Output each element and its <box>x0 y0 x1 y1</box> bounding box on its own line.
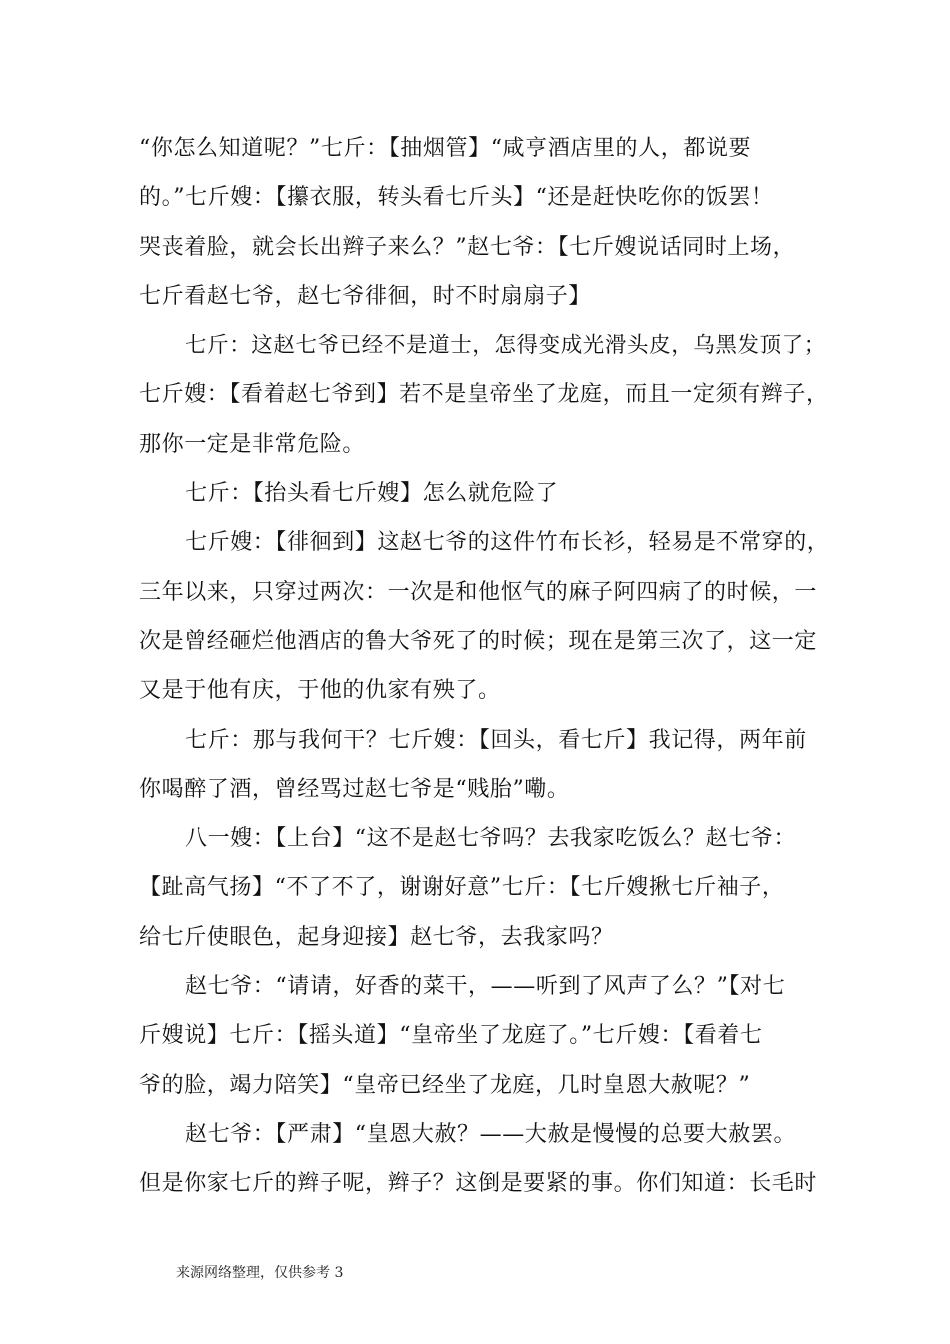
text-line: 七斤：那与我何干？七斤嫂：【回头，看七斤】我记得，两年前 <box>185 727 807 753</box>
text-line: 那你一定是非常危险。 <box>139 431 366 457</box>
text-line: 哭丧着脸，就会长出辫子来么？”赵七爷：【七斤嫂说话同时上场， <box>139 234 796 260</box>
text-line: 赵七爷：“请请，好香的菜干，——听到了风声了么？”【对七 <box>185 974 786 1000</box>
text-line: 七斤看赵七爷，赵七爷徘徊，时不时扇扇子】 <box>139 283 592 309</box>
text-line: 七斤：这赵七爷已经不是道士，怎得变成光滑头皮，乌黑发顶了； <box>185 333 826 359</box>
text-line: 的。”七斤嫂：【攥衣服，转头看七斤头】“还是赶快吃你的饭罢！ <box>139 185 774 211</box>
document-body <box>139 124 829 1209</box>
text-line: 爷的脸，竭力陪笑】“皇帝已经坐了龙庭，几时皇恩大赦呢？” <box>139 1072 751 1098</box>
text-line: 七斤嫂：【徘徊到】这赵七爷的这件竹布长衫，轻易是不常穿的， <box>185 530 830 556</box>
text-line: 又是于他有庆，于他的仇家有殃了。 <box>139 678 501 704</box>
text-line: 三年以来，只穿过两次：一次是和他怄气的麻子阿四病了的时候，一 <box>139 579 818 605</box>
text-line: 【趾高气扬】“不了不了，谢谢好意”七斤：【七斤嫂揪七斤袖子， <box>139 875 785 901</box>
text-line: 八一嫂：【上台】“这不是赵七爷吗？去我家吃饭么？赵七爷： <box>185 826 797 852</box>
text-line: 给七斤使眼色，起身迎接】赵七爷，去我家吗？ <box>139 924 614 950</box>
text-line: “你怎么知道呢？”七斤：【抽烟管】“咸亨酒店里的人，都说要 <box>139 136 752 161</box>
text-line: 次是曾经砸烂他酒店的鲁大爷死了的时候；现在是第三次了，这一定 <box>139 628 818 654</box>
page-footer: 来源网络整理，仅供参考 3 <box>176 1265 344 1281</box>
text-line: 赵七爷：【严肃】“皇恩大赦？——大赦是慢慢的总要大赦罢。 <box>185 1121 797 1147</box>
text-line: 你喝醉了酒，曾经骂过赵七爷是“贱胎”嘞。 <box>139 776 570 802</box>
text-line: 斤嫂说】七斤：【摇头道】“皇帝坐了龙庭了。”七斤嫂：【看着七 <box>139 1023 763 1049</box>
text-line: 七斤嫂：【看着赵七爷到】若不是皇帝坐了龙庭，而且一定须有辫子， <box>139 382 829 408</box>
text-line: 但是你家七斤的辫子呢，辫子？这倒是要紧的事。你们知道：长毛时 <box>139 1171 818 1197</box>
text-line: 七斤：【抬头看七斤嫂】怎么就危险了 <box>185 481 559 507</box>
